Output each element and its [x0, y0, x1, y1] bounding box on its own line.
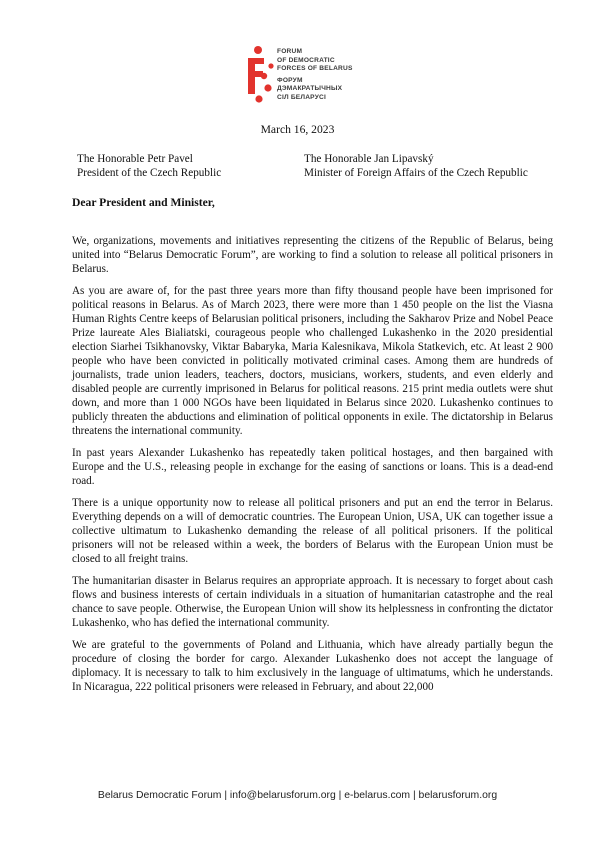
recipient-left-name: The Honorable Petr Pavel: [77, 153, 193, 165]
recipient-left-title: President of the Czech Republic: [77, 167, 222, 179]
letter-date: March 16, 2023: [260, 123, 335, 136]
logo-line-by-3: СІЛ БЕЛАРУСІ: [277, 93, 326, 101]
logo-wordmark: [277, 48, 353, 103]
paragraph: We, organizations, movements and initiatives representing the citizens of the Republic of Belarus, being united into “Belarus Democratic Forum”, are working to find a solution to release all political prisoners in Belarus.: [72, 235, 553, 275]
paragraph: As you are aware of, for the past three years more than fifty thousand people have been imprisoned for political reasons in Belarus. As of March 2023, there were more than 1 450 people on the list the Viasna Human Rights Centre keeps of Belarusian political prisoners, including the Sakharov Prize and Nobel Peace Prize laureate Ales Bialiatski, courageous people who challenged Lukashenko in the 2020 presidential election Siarhei Tsikhanovsky, Viktar Babaryka, Maria Kalesnikava, Mikola Statkevich, etc. At least 2 900 people who have been convicted in politically motivated criminal cases. Among them are hundreds of journalists, trade union leaders, teachers, doctors, musicians, workers, students, and even elderly and disabled people are currently imprisoned in Belarus for political reasons. 215 print media outlets were shut down, and more than 1 000 NGOs have been liquidated in Belarus since 2020. Lukashenko continues to publicly threaten the abductions and elimination of political opponents in exile. The dictatorship in Belarus threatens the international community.: [72, 285, 553, 437]
paragraph: In past years Alexander Lukashenko has repeatedly taken political hostages, and then bargained with Europe and the U.S., releasing people in exchange for the easing of sanctions or loans. This is a dead-end road.: [72, 447, 553, 487]
logo-line-en-1: FORUM: [277, 48, 303, 55]
logo-line-by-1: ФОРУМ: [277, 76, 303, 84]
footer-contacts: Belarus Democratic Forum | info@belarusforum.org | e-belarus.com | belarusforum.org: [97, 790, 498, 801]
letter-body: [72, 234, 553, 702]
paragraph: There is a unique opportunity now to release all political prisoners and put an end the terror in Belarus. Everything depends on a will of democratic countries. The European Union, USA, UK can together issue a collective ultimatum to Lukashenko demanding the release of all political prisoners. If the political prisoners will not be released within a week, the borders of Belarus with the European Union must be closed to all freight trains.: [72, 497, 553, 565]
recipient-left: [77, 152, 221, 180]
recipient-right: [304, 152, 528, 180]
forum-logo-mark-icon: [244, 44, 278, 106]
recipient-right-name: The Honorable Jan Lipavský: [304, 153, 434, 165]
forum-logo: [244, 44, 384, 108]
paragraph: We are grateful to the governments of Poland and Lithuania, which have already partially begun the procedure of closing the border for cargo. Alexander Lukashenko does not accept the language of diplomacy. It is necessary to talk to him exclusively in the language of ultimatums, which he understands. In Nicaragua, 222 political prisoners were released in February, and about 22,000: [72, 639, 553, 693]
logo-line-en-3: FORCES OF BELARUS: [277, 65, 353, 73]
salutation: Dear President and Minister,: [72, 196, 215, 209]
logo-line-by-2: ДЭМАКРАТЫЧНЫХ: [277, 85, 343, 93]
recipient-right-title: Minister of Foreign Affairs of the Czech Republic: [304, 167, 528, 179]
logo-line-en-2: OF DEMOCRATIC: [277, 56, 335, 64]
paragraph: The humanitarian disaster in Belarus requires an appropriate approach. It is necessary to forget about cash flows and business interests of certain individuals in a situation of humanitarian catastrophe and the real chance to save people. Otherwise, the European Union will show its helplessness in confronting the dictator Lukashenko, who has defied the international community.: [72, 575, 553, 629]
